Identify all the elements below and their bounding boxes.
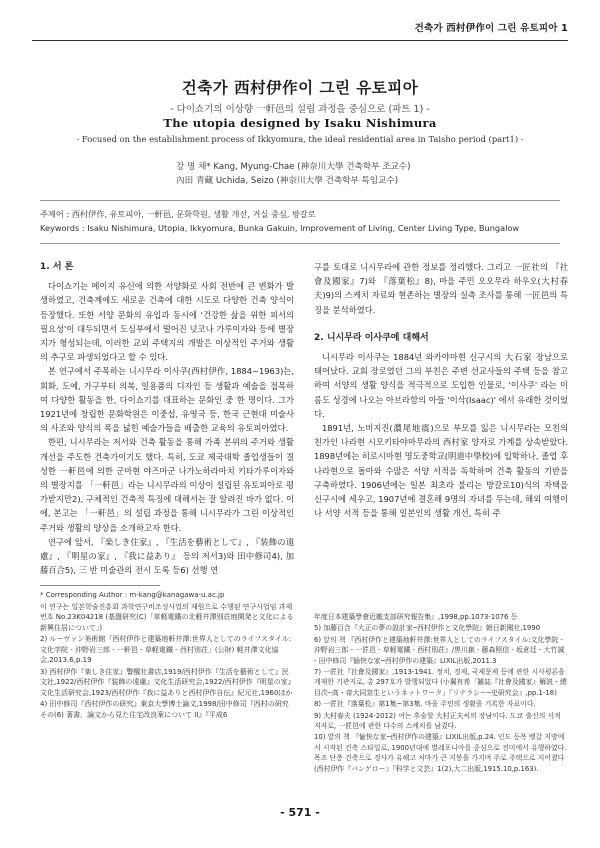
footnote: 9) 大村春夫 (1924-2012) 여는 후술할 大村正夫씨의 장남이다. 도쿄 출신의 서적 저자로, 一匠邑에 관한 다수의 스케치를 남겼다. (314, 711, 561, 731)
subtitle-english: - Focused on the establishment process of Ikkyomura, the ideal residential area in Taisho period (part1) - (76, 134, 524, 144)
footnote: 8) 一匠社『落葉松』第1集~第3集. 마을 주민의 생활을 기록한 자료이다. (314, 700, 536, 709)
title-english: The utopia designed by Isaku Nishimura (163, 116, 437, 130)
footnote: 10) 앞의 책 『愉快な家─西村伊作の建築』LIXIL出版,p.24. 인도 등폭 벵갈 지방에서 시작된 건축 스타일로, 1900년대에 별레포니아를 중심으로 전미에서 유행하였다. 목조 단층 건축으로 경사가 유해고 처마가 큰 지붕을 가지며 주로 주택으로 지어졌다 (西村伊作『バンゲロー』『科学と文芸』1(2),大二出版,1915.10,p.163). (314, 733, 567, 773)
keywords-block (40, 207, 560, 235)
section-2-heading: 2. 니시무라 이사쿠에 대해서 (314, 332, 429, 343)
author-1: 강 명 채* Kang, Myung-Chae (神奈川大學 건축학부 조교수) (176, 162, 411, 172)
footnote: 年度日本建築學會近畿支部研究報告集』,1998,pp.1073-1076 등 (314, 613, 518, 621)
footnote: * Corresponding Author : m-kang@kanagawa-u.ac.jp (40, 591, 225, 600)
keywords-top-rule (40, 200, 560, 201)
footnote: 6) 앞의 책 『西村伊作と建築地軒井澤:世界人としてのライフスタイル:文化學院 - 沖野岩三郎 - 一匠邑 - 草軽電鐵 - 西村別荘』/黒川創 - 藤森照信 - 坂倉廷 - 大竹誠 - 田中修司『愉快な家─西村伊作の建築』LIXIL出版,2011.3 (314, 635, 565, 665)
footnote: 5) 加藤百合『大正の夢の設計家─西村伊作と文化學院』朝日新聞社,1990 (314, 624, 541, 633)
header-rule (32, 40, 568, 41)
footnote-rule (40, 585, 160, 586)
right-column (314, 260, 569, 773)
keywords-korean: 주제어 : 西村伊作, 유토피아, 一軒邑, 문화학원, 생활 개선, 거실 중심, 방갈로 (40, 209, 316, 219)
author-2: 內田 青藏 Uchida, Seizo (神奈川大學 건축학부 특임교수) (176, 176, 399, 186)
left-column (40, 260, 294, 721)
footnote: 이 연구는 일본학술진흥회 과학연구비조성사업의 재원으로 수행된 연구사업임 과제번호 No.23K04218 (基盤研究(C)「草軽電鐵の北軽井澤別荘地開発と文化による新興住居について」) (40, 602, 294, 632)
footnote: 3) 西村伊作『楽しき住家』警醒社書店,1919/西村伊作『生活を藝術として』民文社,1922/西村伊作『装飾の遠慮』文化生活研究会,1922/西村伊作『明星の家』文化生活研究会,1923/西村伊作『我に益ありと西村伊作自伝』紀元社,1960ほか (40, 667, 293, 697)
section-2-paragraph: 니시무라 이사쿠는 1884년 와카야마현 신구시의 大石家 장남으로 태어났다. 교회 장로였던 그의 부친은 주변 선교사들의 주택 등을 참고하여 서양의 생활 양식을 적극적으로 도입한 인물로, '이사쿠' 라는 이름도 성경에 나오는 아브라함의 아들 '이삭(Isaac)' 에서 유래한 것이었다. (314, 352, 569, 419)
title-korean: 건축가 西村伊作이 그린 유토피아 (181, 79, 419, 97)
left-footnotes (40, 590, 294, 720)
footnote: 7) 一匠社『社會及國家』,1913-1941. 정치, 경제, 국제문제 등에 관한 시사평론을 게재한 기관지로, 총 297호가 발행되었다 (小翼有希「雑誌『社會及國家』解説・總目次─高・帝大同窓生というネットワーク」『リテラシー─史研究会』,pp.1-18) (314, 668, 567, 697)
section-1-paragraph: 한편, 니시무라는 저서와 건축 활동을 통해 가족 본위의 주거와 생활 개선을 주도한 건축가이기도 했다. 특히, 도쿄 제국대학 졸업생들이 결성한 一軒邑에 의한 군마현 야즈마군 나가노하라마치 키타가루이자와의 별장지를 「一軒邑」라는 니시무라의 이상이 설립된 유토피아로 평가받지만2), 구체적인 건축적 특징에 대해서는 잘 알려진 바가 없다. 이에, 본고는 「一軒邑」의 설립 과정을 통해 니시무라가 그린 이상적인 주거와 생활의 양상을 소개하고자 한다. (40, 437, 294, 533)
section-1-continuation: 구를 토대로 니시무라에 관한 정보를 정리했다. 그리고 一匠社의 『社會及國家』7)와 『落葉松』8), 마을 주민 오오무라 하우오(大村春夫)9)의 스케치 자료와 현존하는 별장의 실측 조사를 통해 一匠邑의 특징을 분석하였다. (314, 262, 568, 315)
section-1-paragraph: 다이쇼기는 메이지 유신에 의한 서양화로 사회 전반에 큰 변화가 발생하였고, 건축계에도 새로운 건축에 대한 시도로 다양한 건축 양식이 등장했다. 또한 서양 문화의 유입과 동시에 '건강한 삶을 위한 피서의 필요성'이 대두되면서 도심부에서 떨어진 넛코나 가루이자와 등에 별장지가 형성되는데, 이러한 교외 주택지의 개발은 이상적인 주거와 생활의 추구로 파생되었다고 할 수 있다. (40, 281, 294, 363)
keywords-bottom-rule (40, 243, 560, 244)
page-number: - 571 - (280, 806, 320, 819)
subtitle-korean: - 다이쇼기의 이상향 一軒邑의 설립 과정을 중심으로 (파트 1) - (170, 104, 430, 115)
section-1-paragraph: 본 연구에서 주목하는 니시무라 이사쿠(西村伊作, 1884~1963)는, 회화, 도예, 가구부터 의복, 일용품의 디자인 등 생활과 예술을 접목하여 다양한 활동을 한, 다이쇼기를 대표하는 문화인 중 한 명이다. 그가 1921년에 창립한 문화학원은 이중섭, 유영국 등, 한국 근현대 미술사의 사조와 양식의 폭을 넓힌 예술가들을 배출한 교육의 유토피아였다. (40, 366, 294, 434)
section-1-heading: 1. 서 론 (40, 262, 74, 272)
running-header: 건축가 西村伊作이 그린 유토피아 1 (414, 23, 568, 34)
right-footnotes (314, 612, 568, 775)
keywords-english: Keywords : Isaku Nishimura, Utopia, Ikkyomura, Bunka Gakuin, Improvement of Living, Center Living Type, Bungalow (40, 223, 520, 233)
section-2-paragraph: 1891년, 노비지진(濃尾地震)으로 부모를 잃은 니시무라는 모친의 친가인 나라현 시모키타야마무라의 西村家 양자로 가계를 상속받았다. 1898년에는 히로시마현 명도중학교(明道中學校)에 입학하나, 졸업 후 나라현으로 돌아와 수많은 서양 서적을 독학하며 건축 활동의 기반을 구축하였다. 1906년에는 일본 최초라 불리는 방갈로10)식의 자택을 신구시에 세우고, 1907년에 결혼해 9명의 자녀를 두는데, 해외 여행이나 서양 서적 등을 통해 일본인의 생활 개선, 특히 주 (314, 423, 568, 519)
footnote: 2) ルーヴァン美術館「西村伊作と建築地軒井澤:世界人としてのライフスタイル:文化学院 - 沖野岩三郎 - 一軒邑 - 草軽電鐵 - 西村別荘」(公財) 軽井澤文化協会,2013.6,p.19 (40, 635, 292, 665)
author-list (0, 160, 600, 188)
footnote: 4) 田中修司『西村伊作の研究』東京大學博士論文,1998/田中修司『西村の研究その(6) 著書、論文から見た住宅改良案について II』『平成6 (40, 700, 289, 719)
section-1-paragraph: 연구에 앞서, 『楽しき住家』, 『生活を藝術として』, 『装飾の遠慮』, 『明星の家』, 『我に益あり』 등의 저서3)와 田中修司4), 加藤百合5), 三 반 미술관의 전시 도록 등6) 선행 연 (40, 536, 294, 576)
